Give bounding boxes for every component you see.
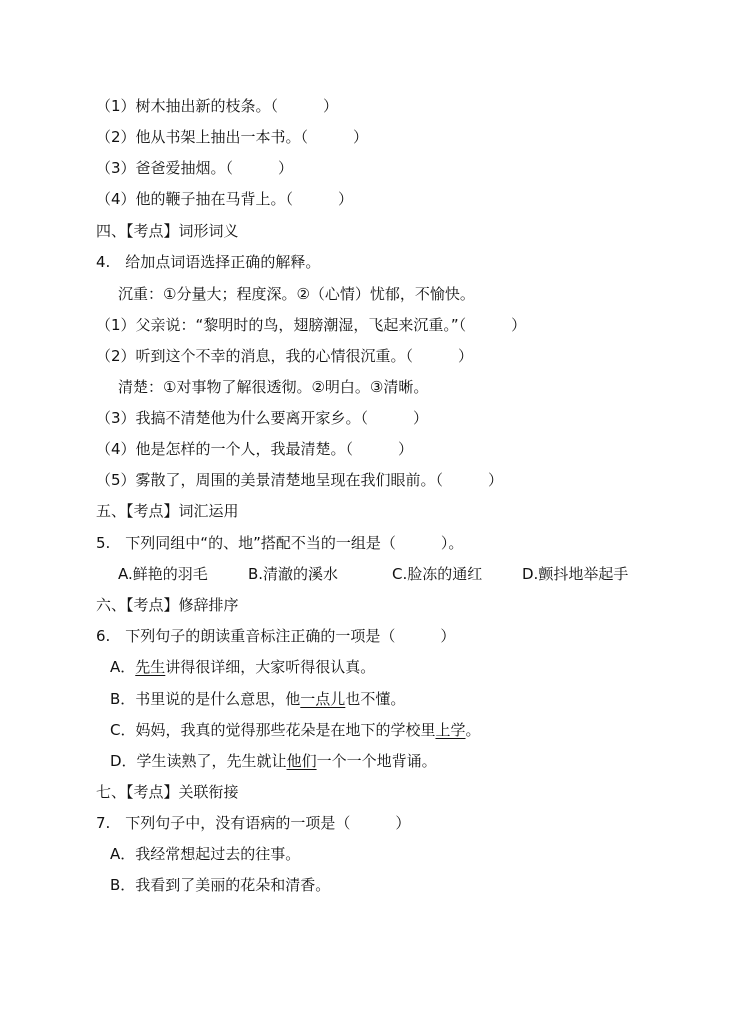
q4-item-5: （5）雾散了，周围的美景清楚地呈现在我们眼前。（ ）: [96, 471, 504, 489]
q4-definition-2: 清楚：①对事物了解很透彻。②明白。③清晰。: [118, 378, 429, 396]
q6-b-rest: 也不懂。: [345, 690, 406, 708]
q4-item-1: （1）父亲说：“黎明时的鸟，翅膀潮湿，飞起来沉重。”（ ）: [96, 316, 527, 334]
q7-option-b: B．我看到了美丽的花朵和清香。: [110, 876, 331, 894]
question-6-stem: 6. 下列句子的朗读重音标注正确的一项是（ ）: [96, 627, 456, 645]
q4-item-4: （4）他是怎样的一个人，我最清楚。（ ）: [96, 440, 414, 458]
q6-option-b: [110, 689, 405, 709]
q6-b-prefix: B．书里说的是什么意思，他: [110, 690, 301, 708]
q5-option-b: B.清澈的溪水: [248, 565, 339, 583]
q6-c-stressed: 上学: [435, 721, 466, 739]
q4-item-3: （3）我搞不清楚他为什么要离开家乡。（ ）: [96, 409, 429, 427]
q7-option-a: A．我经常想起过去的往事。: [110, 845, 301, 863]
q6-option-a: [110, 657, 375, 677]
question-7-stem: 7. 下列句子中，没有语病的一项是（ ）: [96, 814, 411, 832]
q6-a-rest: 讲得很详细，大家听得很认真。: [165, 658, 376, 676]
q6-c-prefix: C．妈妈，我真的觉得那些花朵是在地下的学校里: [110, 721, 436, 739]
q3-item-2: （2）他从书架上抽出一本书。（ ）: [96, 128, 369, 146]
section-4-title: 四、【考点】词形词义: [96, 222, 239, 240]
section-5-title: 五、【考点】词汇运用: [96, 502, 239, 520]
q6-d-stressed: 他们: [286, 752, 317, 770]
question-4-stem: 4. 给加点词语选择正确的解释。: [96, 253, 321, 271]
section-6-title: 六、【考点】修辞排序: [96, 596, 239, 614]
q5-options: [0, 564, 741, 584]
q5-option-c: C.脸冻的通红: [392, 565, 483, 583]
question-5-stem: 5. 下列同组中“的、地”搭配不当的一组是（ ）。: [96, 534, 464, 552]
q6-d-rest: 一个一个地背诵。: [316, 752, 437, 770]
q6-a-stressed: 先生: [135, 658, 166, 676]
q3-item-4: （4）他的鞭子抽在马背上。（ ）: [96, 190, 354, 208]
q5-option-d: D.颤抖地举起手: [522, 565, 629, 583]
q4-definition-1: 沉重：①分量大；程度深。②（心情）忧郁，不愉快。: [118, 285, 475, 303]
q6-c-rest: 。: [465, 721, 481, 739]
section-7-title: 七、【考点】关联衔接: [96, 783, 239, 801]
q6-b-stressed: 一点儿: [300, 690, 346, 708]
q3-item-1: （1）树木抽出新的枝条。（ ）: [96, 97, 339, 115]
q4-item-2: （2）听到这个不幸的消息，我的心情很沉重。（ ）: [96, 347, 474, 365]
q5-option-a: A.鲜艳的羽毛: [118, 565, 208, 583]
q6-d-prefix: D．学生读熟了，先生就让: [110, 752, 287, 770]
q6-option-d: [110, 751, 437, 771]
q3-item-3: （3）爸爸爱抽烟。（ ）: [96, 159, 294, 177]
q6-a-prefix: A．: [110, 658, 136, 676]
q6-option-c: [110, 720, 481, 740]
